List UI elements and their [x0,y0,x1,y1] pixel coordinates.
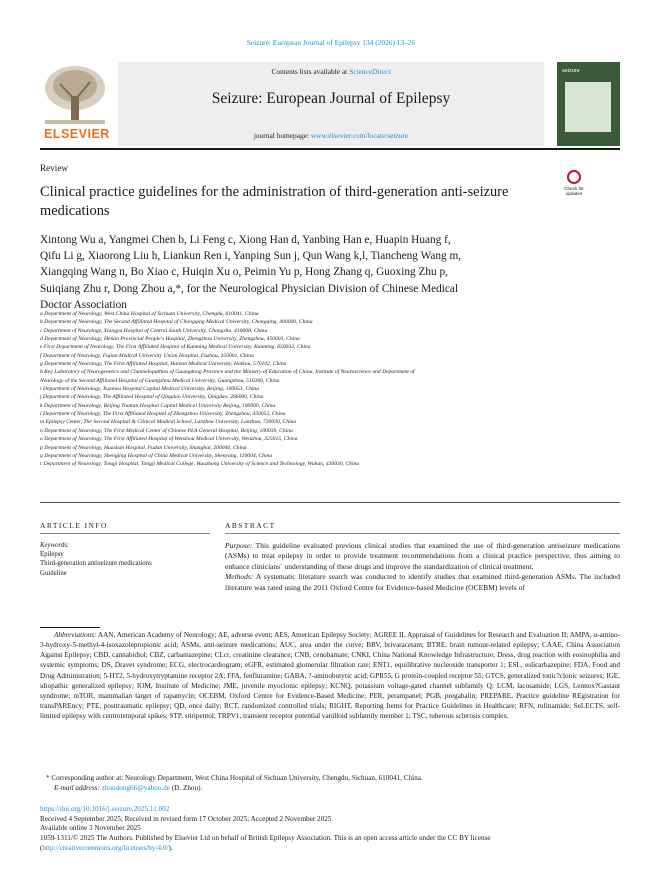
abstract-body [225,541,620,593]
sciencedirect-link[interactable]: ScienceDirect [349,67,391,76]
online-date: Available online 3 November 2025 [40,824,141,833]
affiliation: r Department of Neurology, Tongji Hospital, Tongji Medical College, Huazhong University of Science and Technology, Wuhan, 430030, China [40,461,360,468]
abstract-purpose: Purpose: This guideline evaluated previous clinical studies that examined the use of third-generation antiseizure medications (ASMs) to treat epilepsy in order to provide treatment recommendations from a clinical practice perspective, thus aiming to enhance clinicians` understanding of these drugs and improve the standardization of clinical treatment. [225,541,620,571]
elsevier-wordmark: ELSEVIER [44,127,110,141]
corresponding-author-note: * Corresponding author at: Neurology Department, West China Hospital of Sichuan University, Chengdu, Sichuan, 610041, China. E-mail address: zhoudong66@yahoo.de (D. Zhou). [46,774,423,792]
doi-link[interactable]: https://doi.org/10.1016/j.seizure.2025.11.002 [40,805,170,813]
affiliation: a Department of Neurology, West China Hospital of Sichuan University, Chengdu, 610041, China [40,311,259,317]
license-line: (http://creativecommons.org/licenses/by/4.0/). [40,843,173,852]
footnote-rule [40,627,100,628]
contents-line: Contents lists available at ScienceDirect [271,67,391,76]
affiliation: o Department of Neurology, The First Affiliated Hospital of Wenzhou Medical University, Wenzhou, 325015, China [40,436,298,443]
journal-title: Seizure: European Journal of Epilepsy [211,90,451,107]
keyword: Epilepsy [40,551,64,559]
journal-cover-thumbnail[interactable]: seizure [557,62,620,146]
affiliation: f Department of Neurology, Fujian Medical University Union Hospital, Fuzhou, 350001, China [40,352,254,359]
author-line: Doctor Association [40,298,127,311]
affiliation: e First Department of Neurology, The First Affiliated Hospital of Kunming Medical University, Kunming, 650032, China [40,344,311,351]
affiliation: m Epilepsy Center, The Second Hospital & Clinical Medical School, Lanzhou University, Lanzhou, 730030, China [40,419,297,426]
affiliation: n Department of Neurology, The First Medical Center of Chinese PLA General Hospital, Beijing, 100039, China [40,427,293,434]
article-metadata [40,805,620,854]
affiliation: h Key Laboratory of Neurogenetics and Channelopathies of Guangdong Province and the Ministry of Education of China, Institute of Neuroscience and Department of [40,369,415,376]
affiliation-list [40,310,620,469]
author-list [40,232,580,313]
affiliation: b Department of Neurology, The Second Affiliated Hospital of Chongqing Medical University, Chongqing, 400000, China [40,319,313,326]
affiliation: l Department of Neurology, The First Affiliated Hospital of Zhengzhou University, Zhengzhou, 450052, China [40,411,286,418]
abstract-methods: Methods: A systematic literature search was conducted to identify studies that examined third-generation ASMs. The included literature was rated using the 2011 Oxford Centre for Evidence-based Medicine (OCEBM) levels of [225,572,620,592]
abbreviations-footnote: Abbreviations: AAN, American Academy of Neurology; AE, adverse event; AES, American Epilepsy Society; AGREE II, Appraisal of Guidelines for Research and Evaluation II; AMPA, α-amino-3-hydroxy-5-methyl-4-isoxazolepropionic acid; ASMs, anti-seizure medications; AUC, area under the curve; BRV, brivaracetam; BTRE, brain tumour-related epilepsy; CAAE, China Association Against Epilepsy; CBD, cannabidiol; CBZ, carbamazepine; CLcr, creatinine clearance; CNB, cenobamate; CNKI, China National Knowledge Infrastructure; Dress, drug reaction with eosinophilia and systemic symptoms; DS, Dravet syndrome; ECG, electrocardiogram; eGFR, estimated glomerular filtration rate; ENT1, equilibrative nucleoside transporter 1; ESL, eslicarbazepine; FDA, Food and Drug Administration; 5-HT2, 5-hydroxytryptamine receptor 2A; FFA, fenfluramine; GABA, ?-aminobutyric acid; GPR55, G protein-coupled receptor 55; GTCS, generalized tonic?clonic seizures; IGE, idiopathic generalized epilepsy; IOM, Institute of Medicine; JME, juvenile myoclonic epilepsy; KCNQ, potassium voltage-gated channel subfamily Q; LCM, lacosamide; LGS, Lennox?Gastaut syndrome; mTOR, mammalian target of rapamycin; OCEBM, Oxford Centre for Evidence-Based Medicine; PER, perampanel; PGB, pregabalin; PREPARE, Practice guideline REgistration for transPAREncy; PTE, posttraumatic epilepsy; QD, once daily; RCT, randomized controlled trials; RIGHT, Reporting Items for Practice Guidelines in Healthcare; RFN, rufinamide; SeLECTS, self-limited epilepsy with centrotemporal spikes; STP, stiripentol; TRPV1, transient receptor potential vanilloid subfamily member 1; TSC, tuberous sclerosis complex. [40,631,620,721]
affiliation: k Department of Neurology, Beijing Tiantan Hospital Capital Medical University Beijing, 100000, China [40,402,276,409]
received-dates: Received 4 September 2025; Received in revised form 17 October 2025; Accepted 2 November 2025 [40,814,332,823]
affiliation: j Department of Neurology, The Affiliated Hospital of Qingdao University, Qingdao, 266000, China [40,394,264,401]
journal-citation-link[interactable]: Seizure: European Journal of Epilepsy 134 (2026) 13–26 [246,38,416,47]
affiliation: d Department of Neurology, Henan Provincial People's Hospital, Zhengzhou University, Zhengzhou, 450003, China [40,336,300,343]
paper-title: Clinical practice guidelines for the administration of third-generation anti-seizure medications [40,184,509,219]
homepage-link[interactable]: www.elsevier.com/locate/seizure [310,131,409,140]
license-text: 1059-1311/© 2025 The Authors. Published by Elsevier Ltd on behalf of British Epilepsy Association. This is an open access article under the CC BY license [40,834,491,843]
affiliation: p Department of Neurology, Huashan Hospital, Fudan University, Shanghai, 200040, China [40,444,247,451]
license-link[interactable]: http://creativecommons.org/licenses/by/4.0/ [42,843,169,852]
email-link[interactable]: zhoudong66@yahoo.de [101,784,170,792]
affiliation-divider [40,502,620,503]
article-type: Review [40,163,69,173]
affiliation: g Department of Neurology, The First Affiliated Hospital, Hainan Medical University, Haikou, 570102, China [40,361,287,368]
affiliation: c Department of Neurology, Xiangya Hospital of Central South University, Changsha, 410008, China [40,327,268,334]
author-line: Suiqiang Zhu r, Dong Zhou a,*, for the Neurological Physician Division of Chinese Medical [40,282,459,295]
header-divider [40,148,620,150]
homepage-line: journal homepage: www.elsevier.com/locate/seizure [253,131,409,140]
keyword: Third-generation antiseizure medications [40,560,152,568]
crossmark-icon [567,170,581,184]
check-for-updates-badge[interactable]: Check for updates [561,170,587,200]
abstract-rule [225,533,620,534]
author-line: Qifu Li g, Xiaorong Liu h, Liankun Ren i, Yanping Sun j, Qun Wang k,l, Tiancheng Wang m, [40,250,462,263]
affiliation: q Department of Neurology, Shengjing Hospital of China Medical University, Shenyang, 110004, China [40,452,273,459]
keywords-block [40,541,210,578]
author-line: Xiangqing Wang n, Bo Xiao c, Huiqin Xu o, Peimin Yu p, Hong Zhang q, Guoxing Zhu p, [40,266,448,279]
author-line: Xintong Wu a, Yangmei Chen b, Li Feng c, Xiong Han d, Yanbing Han e, Huapin Huang f, [40,234,451,246]
journal-banner [40,56,620,146]
article-info-heading: ARTICLE INFO [40,521,108,530]
keyword: Guideline [40,569,67,577]
affiliation: i Department of Neurology, Xuanwu Hospital Capital Medical University, Beijing, 100053, China [40,386,260,393]
journal-header-box [118,62,544,146]
article-info-rule [40,533,210,534]
keywords-heading: Keywords: [40,542,70,549]
abstract-heading: ABSTRACT [225,521,276,530]
affiliation: Neurology of the Second Affiliated Hospital of Guangzhou Medical University, Guangzhou, 510260, China [40,377,280,384]
